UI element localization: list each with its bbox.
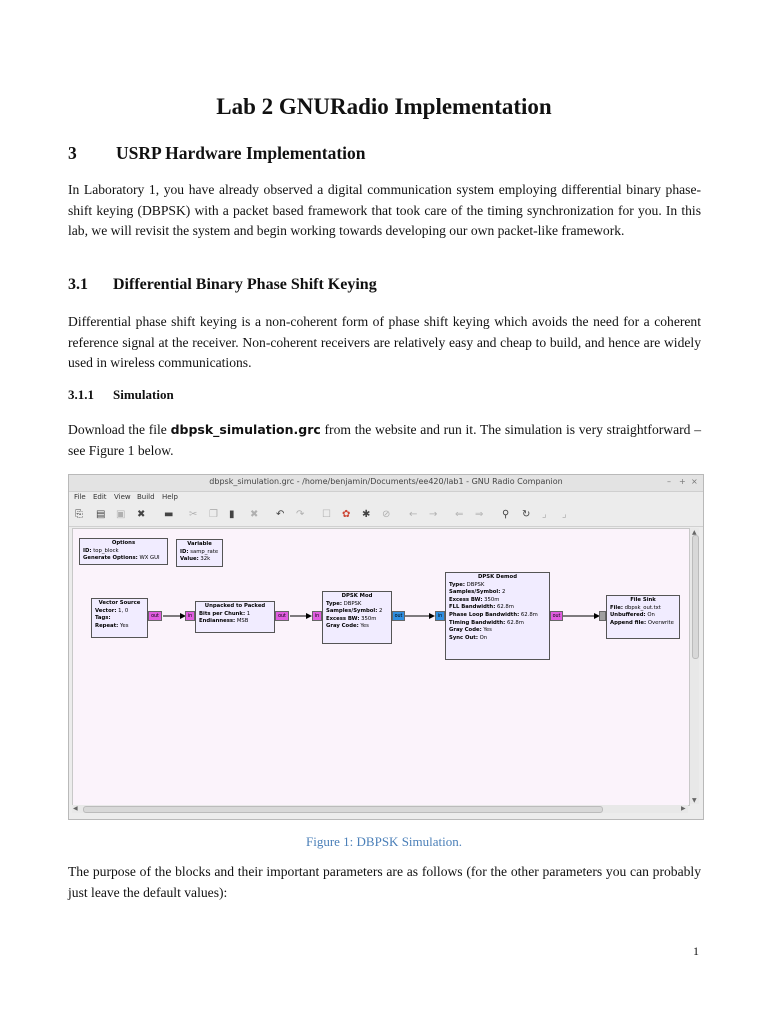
- param-key: Samples/Symbol:: [326, 608, 378, 615]
- param-value: 1: [246, 610, 251, 617]
- block-title: Vector Source: [98, 600, 141, 606]
- paste-icon[interactable]: ▮: [229, 509, 235, 520]
- close-icon[interactable]: ✖: [137, 509, 146, 520]
- param-key: Type:: [326, 600, 342, 607]
- block-title: Variable: [187, 541, 212, 547]
- menu-view[interactable]: View: [114, 493, 131, 501]
- param-value: samp_rate: [190, 548, 219, 555]
- param-value: On: [647, 612, 655, 619]
- section-heading: [68, 143, 366, 164]
- port-out[interactable]: out: [392, 611, 405, 621]
- filename: dbpsk_simulation.grc: [170, 422, 321, 437]
- param-key: Generate Options:: [83, 555, 138, 562]
- param-value: dbpsk_out.txt: [624, 604, 661, 611]
- horizontal-scroll-thumb[interactable]: [83, 806, 603, 813]
- param-key: Unbuffered:: [610, 612, 646, 619]
- open-icon[interactable]: ▤: [96, 509, 106, 520]
- block-variable[interactable]: [176, 539, 223, 567]
- reload-icon[interactable]: ↻: [522, 509, 531, 520]
- param-key: Value:: [180, 556, 199, 563]
- grc-window: [68, 474, 704, 820]
- subsubsection-heading: [68, 387, 174, 403]
- block-unpacked-to-packed[interactable]: [195, 601, 275, 633]
- param-value: 62.8m: [506, 619, 524, 626]
- param-key: Timing Bandwidth:: [449, 619, 506, 626]
- subsubsection-title: Simulation: [113, 387, 174, 402]
- bypass-icon[interactable]: ⌟: [542, 509, 547, 520]
- print-icon[interactable]: ▬: [164, 509, 174, 520]
- param-value: DBPSK: [466, 581, 485, 588]
- paragraph-intro: In Laboratory 1, you have already observed a digital communication system employing differential binary phase-shift keying (DBPSK) with a packet based framework that took care of the timing synchronization for you. In this lab, we will revisit the system and begin working towards developing our own packet-like framework.: [68, 182, 701, 238]
- subsection-number: 3.1: [68, 276, 88, 293]
- param-key: Repeat:: [95, 622, 119, 629]
- param-key: Append file:: [610, 619, 647, 626]
- save-icon[interactable]: ▣: [116, 509, 126, 520]
- copy-icon[interactable]: ❐: [209, 509, 218, 520]
- rotate-ccw-icon[interactable]: ←: [409, 509, 418, 520]
- param-key: Excess BW:: [326, 615, 360, 622]
- scroll-down-icon[interactable]: ▼: [692, 797, 697, 804]
- subsection-title: Differential Binary Phase Shift Keying: [113, 276, 377, 293]
- subsubsection-number: 3.1.1: [68, 387, 94, 402]
- new-icon[interactable]: ⎘: [75, 509, 83, 520]
- redo-icon[interactable]: ↷: [296, 509, 305, 520]
- param-key: ID:: [83, 547, 92, 554]
- param-key: Type:: [449, 581, 465, 588]
- rotate-cw-icon[interactable]: →: [429, 509, 438, 520]
- param-key: Samples/Symbol:: [449, 589, 501, 596]
- port-out[interactable]: out: [275, 611, 289, 621]
- port-in-sink[interactable]: [599, 611, 606, 621]
- param-key: Excess BW:: [449, 596, 483, 603]
- paragraph-dpsk: Differential phase shift keying is a non-coherent form of phase shift keying which avoids the need for a coherent reference signal at the receiver. Non-coherent receivers are relatively easy and cheap to build, and hence are widely used in wireless communications.: [68, 314, 701, 370]
- scroll-up-icon[interactable]: ▲: [692, 529, 697, 536]
- param-key: Bits per Chunk:: [199, 610, 246, 617]
- param-value: Yes: [119, 622, 129, 629]
- port-in[interactable]: in: [185, 611, 195, 621]
- connections: [73, 529, 689, 805]
- param-value: MSB: [236, 618, 249, 625]
- param-value: Yes: [360, 623, 369, 630]
- close-window-button[interactable]: ×: [691, 477, 698, 486]
- block-title: File Sink: [630, 597, 656, 603]
- param-value: Overwrite: [647, 619, 674, 626]
- enable-icon[interactable]: ⇐: [455, 509, 464, 520]
- undo-icon[interactable]: ↶: [276, 509, 285, 520]
- generate-icon[interactable]: ✿: [342, 509, 351, 520]
- port-in[interactable]: in: [312, 611, 322, 621]
- cut-icon[interactable]: ✂: [189, 509, 198, 520]
- toolbar: [69, 506, 703, 527]
- block-title: DPSK Mod: [341, 593, 373, 599]
- param-value: 2: [379, 608, 383, 615]
- param-value: 2: [502, 589, 506, 596]
- download-text-post: from the website and run it. The simulation is very straightforward – see Figure 1 below.: [68, 422, 701, 458]
- menu-build[interactable]: Build: [137, 493, 155, 501]
- block-dpsk-mod[interactable]: [322, 591, 392, 644]
- param-value: On: [479, 634, 488, 641]
- param-value: 350m: [484, 596, 500, 603]
- block-file-sink[interactable]: [606, 595, 680, 639]
- menubar: [69, 492, 703, 505]
- block-title: DPSK Demod: [478, 574, 517, 580]
- block-dpsk-demod[interactable]: [445, 572, 550, 660]
- param-value: 32k: [200, 556, 211, 563]
- menu-edit[interactable]: Edit: [93, 493, 107, 501]
- param-key: ID:: [180, 548, 189, 555]
- page-number: 1: [693, 944, 699, 958]
- window-titlebar: [69, 475, 703, 492]
- kill-icon[interactable]: ⊘: [382, 509, 391, 520]
- flowgraph-canvas[interactable]: [72, 528, 690, 806]
- param-value: 62.8m: [520, 611, 538, 618]
- param-key: Gray Code:: [326, 623, 359, 630]
- param-value: Yes: [483, 627, 492, 634]
- param-key: Tags:: [95, 615, 111, 622]
- maximize-button[interactable]: +: [679, 477, 686, 486]
- param-value: DBPSK: [343, 600, 362, 607]
- paragraph-blocks: The purpose of the blocks and their important parameters are as follows (for the other parameters you can probably just leave the default values):: [68, 864, 701, 900]
- block-options[interactable]: [79, 538, 168, 565]
- param-key: Sync Out:: [449, 634, 478, 641]
- port-in[interactable]: in: [435, 611, 445, 621]
- param-key: FLL Bandwidth:: [449, 604, 496, 611]
- section-title: USRP Hardware Implementation: [116, 143, 366, 163]
- param-key: Endianness:: [199, 618, 236, 625]
- param-value: 62.8m: [497, 604, 514, 611]
- disable-icon[interactable]: ⇒: [475, 509, 484, 520]
- document-title: Lab 2 GNURadio Implementation: [216, 94, 552, 119]
- block-vector-source[interactable]: [91, 598, 148, 638]
- minimize-button[interactable]: –: [667, 477, 671, 486]
- delete-icon[interactable]: ✖: [250, 509, 259, 520]
- section-number: 3: [68, 143, 77, 163]
- scroll-left-icon[interactable]: ◀: [73, 805, 78, 812]
- scroll-right-icon[interactable]: ▶: [681, 805, 686, 812]
- param-key: Gray Code:: [449, 627, 482, 634]
- window-title: dbpsk_simulation.grc - /home/benjamin/Documents/ee420/lab1 - GNU Radio Companion: [209, 477, 563, 486]
- port-out[interactable]: out: [148, 611, 162, 621]
- vertical-scroll-thumb[interactable]: [692, 535, 699, 659]
- paragraph-download: [68, 420, 701, 461]
- execute-icon[interactable]: ✱: [362, 509, 371, 520]
- port-out[interactable]: out: [550, 611, 563, 621]
- menu-file[interactable]: File: [74, 493, 86, 501]
- param-value: 350m: [361, 615, 377, 622]
- find-icon[interactable]: ⚲: [502, 509, 510, 520]
- param-value: WX GUI: [139, 555, 160, 562]
- param-value: top_block: [93, 547, 119, 554]
- import-icon[interactable]: ⌟: [562, 509, 567, 520]
- block-title: Options: [111, 540, 136, 546]
- download-text-pre: Download the file: [68, 422, 171, 437]
- menu-help[interactable]: Help: [162, 493, 178, 501]
- param-key: Phase Loop Bandwidth:: [449, 611, 520, 618]
- param-key: File:: [610, 604, 623, 611]
- subsection-heading: [68, 276, 377, 294]
- errors-icon[interactable]: ☐: [322, 509, 331, 520]
- block-title: Unpacked to Packed: [204, 603, 266, 609]
- param-value: 1, 0: [118, 607, 129, 614]
- param-key: Vector:: [95, 607, 117, 614]
- figure-caption: Figure 1: DBPSK Simulation.: [305, 834, 463, 849]
